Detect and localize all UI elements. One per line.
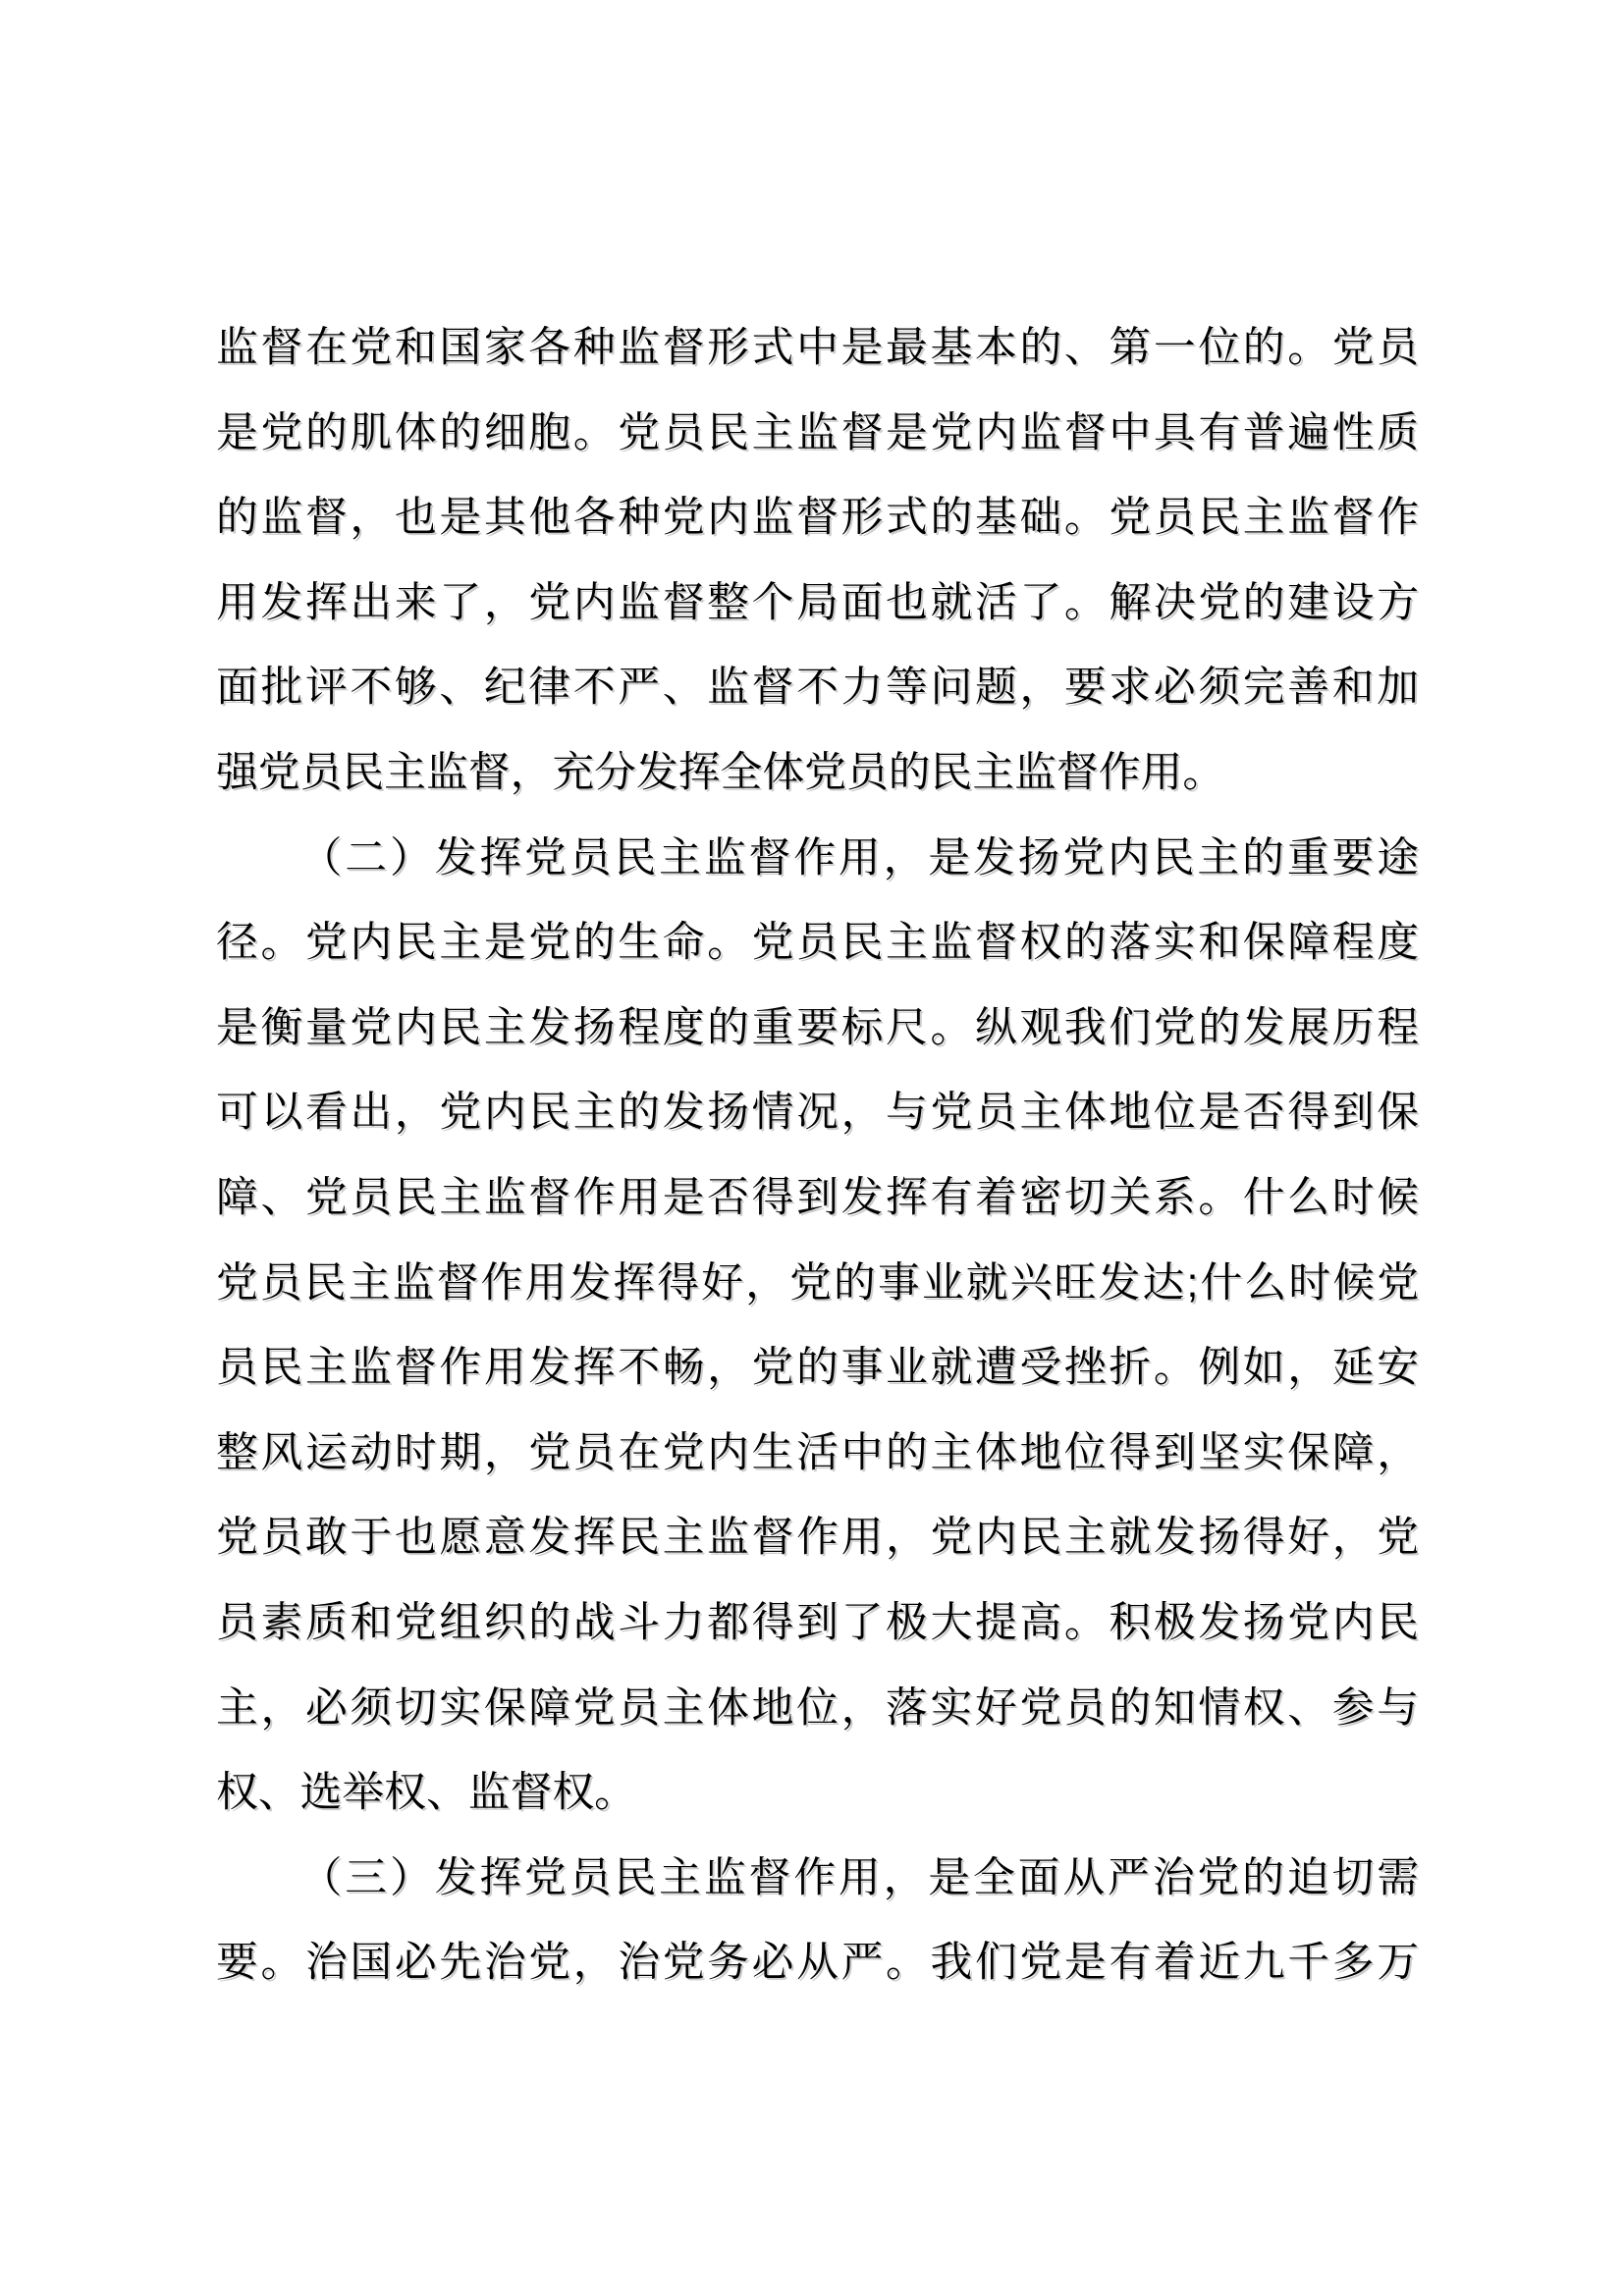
text-line: 员民主监督作用发挥不畅，党的事业就遭受挫折。例如，延安 (216, 1344, 1419, 1392)
text-block (216, 305, 1419, 2005)
text-line: （二）发挥党员民主监督作用，是发扬党内民主的重要途 (299, 833, 1419, 881)
text-line: 员素质和党组织的战斗力都得到了极大提高。积极发扬党内民 (216, 1598, 1419, 1646)
text-line: 径。党内民主是党的生命。党员民主监督权的落实和保障程度 (216, 919, 1419, 967)
text-line: 要。治国必先治党，治党务必从严。我们党是有着近九千多万 (216, 1939, 1419, 1987)
text-line: 强党员民主监督，充分发挥全体党员的民主监督作用。 (216, 748, 1225, 796)
text-line: 可以看出，党内民主的发扬情况，与党员主体地位是否得到保 (216, 1089, 1419, 1137)
text-line: 党员民主监督作用发挥得好，党的事业就兴旺发达;什么时候党 (216, 1258, 1419, 1307)
text-line: 面批评不够、纪律不严、监督不力等问题，要求必须完善和加 (216, 664, 1419, 712)
text-line: 整风运动时期，党员在党内生活中的主体地位得到坚实保障， (216, 1428, 1419, 1476)
text-line: （三）发挥党员民主监督作用，是全面从严治党的迫切需 (299, 1853, 1419, 1901)
text-line: 障、党员民主监督作用是否得到发挥有着密切关系。什么时候 (216, 1173, 1419, 1221)
text-line: 是党的肌体的细胞。党员民主监督是党内监督中具有普遍性质 (216, 408, 1419, 456)
text-line: 的监督，也是其他各种党内监督形式的基础。党员民主监督作 (216, 494, 1419, 542)
text-line: 党员敢于也愿意发挥民主监督作用，党内民主就发扬得好，党 (216, 1514, 1419, 1562)
text-line: 是衡量党内民主发扬程度的重要标尺。纵观我们党的发展历程 (216, 1003, 1419, 1051)
text-line: 权、选举权、监督权。 (216, 1769, 636, 1817)
text-line: 用发挥出来了，党内监督整个局面也就活了。解决党的建设方 (216, 578, 1419, 626)
text-line: 主，必须切实保障党员主体地位，落实好党员的知情权、参与 (216, 1683, 1419, 1732)
text-line: 监督在党和国家各种监督形式中是最基本的、第一位的。党员 (216, 324, 1419, 371)
